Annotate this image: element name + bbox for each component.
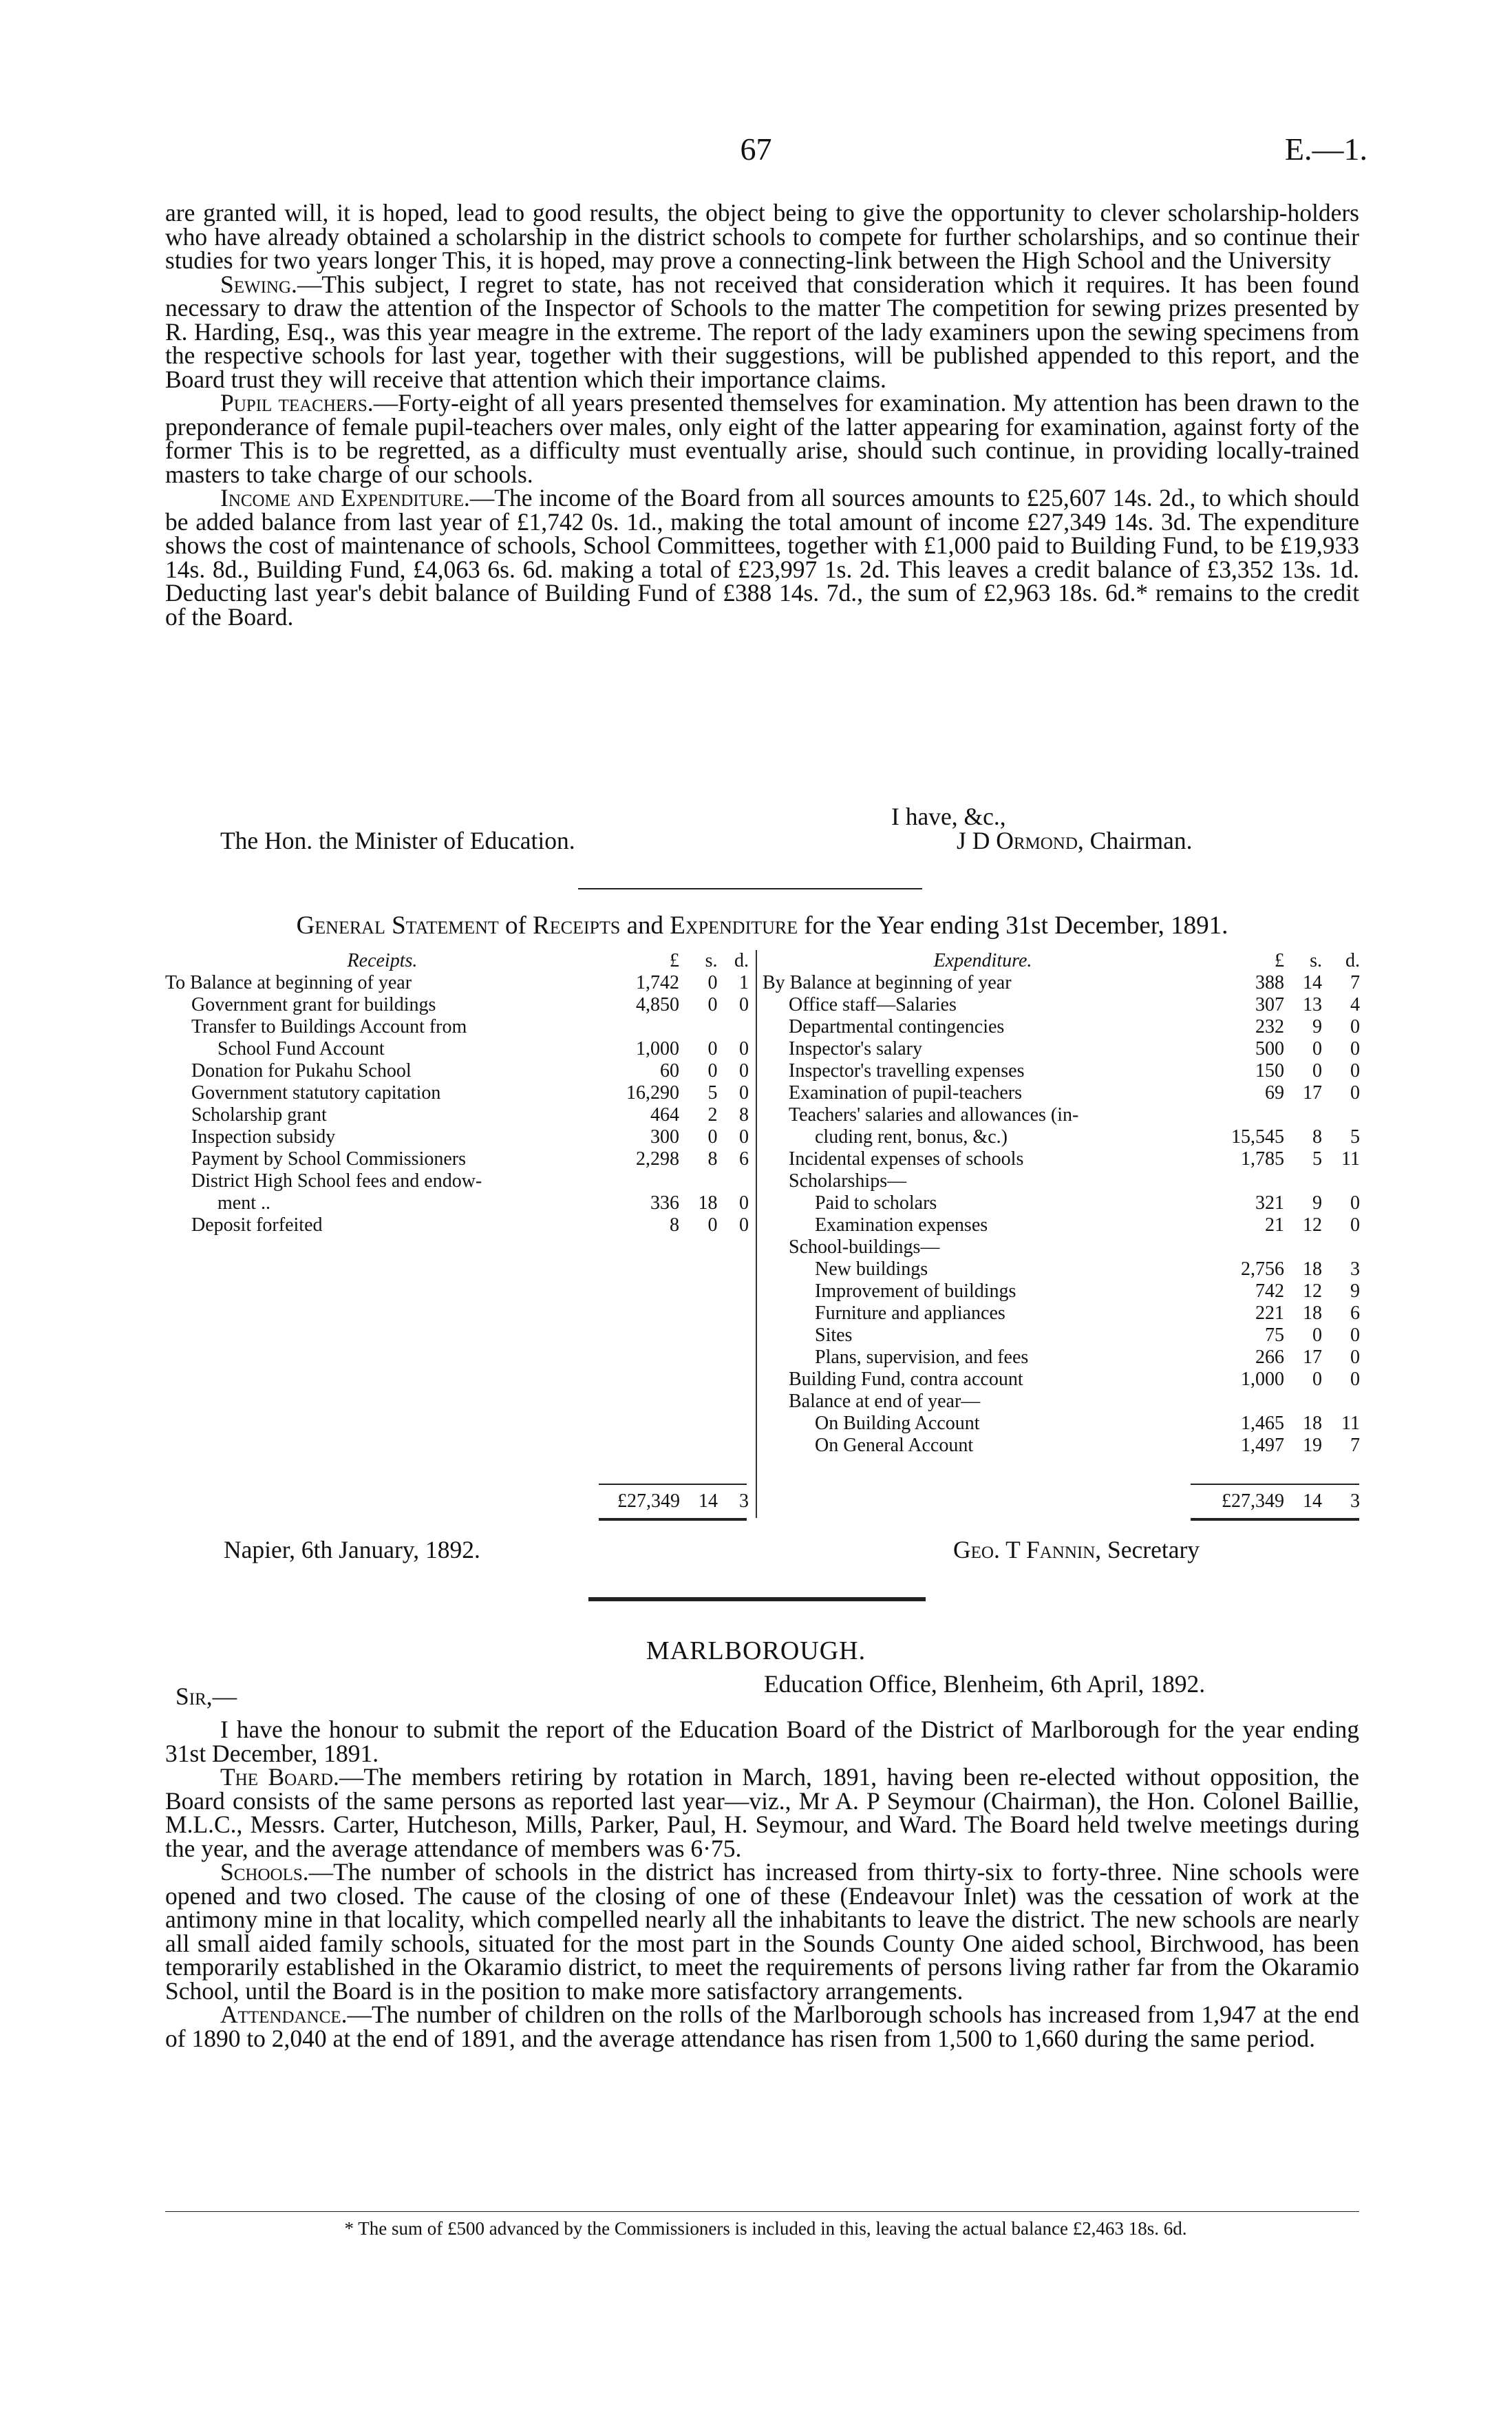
expenditure-pence: 5 bbox=[1350, 1126, 1360, 1148]
expenditure-shillings: 0 bbox=[1312, 1060, 1322, 1082]
expenditure-pounds: 21 bbox=[1265, 1214, 1284, 1236]
expenditure-pence: 3 bbox=[1350, 1258, 1360, 1280]
receipts-shillings: 0 bbox=[707, 972, 718, 993]
paragraph-attendance: Attendance.—The number of children on the rolls of the Marlborough schools has increased from 1,947 at the end of 1890 to 2,040 at the end of 1891, and the average attendance has risen from 1,500 to 1,660 during the same period. bbox=[165, 2001, 1359, 2052]
report-body-top bbox=[165, 201, 1359, 629]
expenditure-row bbox=[763, 994, 1360, 1016]
addressee: The Hon. the Minister of Education. bbox=[220, 827, 575, 854]
expenditure-row bbox=[763, 1038, 1360, 1060]
expenditure-shillings: 14 bbox=[1303, 972, 1322, 993]
expenditure-pence: 0 bbox=[1350, 1192, 1360, 1214]
paragraph-sewing: Sewing.—This subject, I regret to state, has not received that consideration which it requires. It has been found necessary to draw the attention of the Inspector of Schools to the matter The competition for sewing prizes presented by R. Harding, Esq., was this year meagre in the extreme. The report of the lady examiners upon the sewing specimens from the respective schools for last year, together with their suggestions, will be published appended to this report, and the Board trust they will receive that attention which their importance claims. bbox=[165, 270, 1359, 393]
expenditure-shillings: 0 bbox=[1312, 1369, 1322, 1390]
heading-attendance: Attendance. bbox=[220, 2001, 348, 2028]
expenditure-shillings: 18 bbox=[1303, 1258, 1322, 1280]
receipts-label: Government grant for buildings bbox=[191, 994, 436, 1015]
expenditure-pounds: 150 bbox=[1255, 1060, 1284, 1082]
receipts-label: Payment by School Commissioners bbox=[191, 1148, 466, 1170]
expenditure-pence: 6 bbox=[1350, 1303, 1360, 1324]
receipts-shillings: 0 bbox=[707, 1214, 718, 1236]
receipts-heading: Receipts. bbox=[347, 950, 418, 971]
receipts-row bbox=[165, 1170, 749, 1192]
receipts-row bbox=[165, 1060, 749, 1082]
receipts-label: Scholarship grant bbox=[191, 1104, 327, 1126]
statement-title: General Statement of Receipts and Expenditure for the Year ending 31st December, 1891. bbox=[296, 911, 1228, 940]
receipts-label: Deposit forfeited bbox=[191, 1214, 323, 1236]
receipts-pounds: 4,850 bbox=[636, 994, 680, 1015]
expenditure-pounds: 1,785 bbox=[1241, 1148, 1284, 1170]
expenditure-pence bbox=[1322, 1104, 1360, 1126]
paragraph-board: The Board.—The members retiring by rotation in March, 1891, having been re-elected without opposition, the Board consists of the same persons as reported last year—viz., Mr A. P Seymour (Chairman), the Hon. Colonel Baillie, M.L.C., Messrs. Carter, Hutcheson, Mills, Parker, Paul, H. Seymour, and Ward. The Board held twelve meetings during the year, and the average attendance of members was 6·75. bbox=[165, 1763, 1359, 1862]
paragraph-continuation: are granted will, it is hoped, lead to good results, the object being to give the opportunity to clever scholarship-holders who have already obtained a scholarship in the district schools to compete for further scholarships, and so continue their studies for two years longer This, it is hoped, may prove a connecting-link between the High School and the University bbox=[165, 199, 1359, 274]
expenditure-heading: Expenditure. bbox=[933, 950, 1032, 971]
receipts-label: Inspection subsidy bbox=[191, 1126, 336, 1148]
receipts-pounds bbox=[599, 1170, 679, 1192]
expenditure-shillings: 17 bbox=[1303, 1347, 1322, 1368]
expenditure-header-row: Expenditure. £ s. d. bbox=[763, 950, 1360, 972]
paragraph-schools: Schools.—The number of schools in the district has increased from thirty-six to forty-three. Nine schools were opened and two closed. The cause of the closing of one of these (Endeavour Inlet) was the cessation of work at the antimony mine in that locality, which compelled nearly all the inhabitants to leave the district. The new schools are nearly all small aided family schools, situated for the most part in the Sounds County One aided school, Birchwood, has been temporarily established in the Okaramio district, to meet the requirements of persons living rather far from the Okaramio School, until the Board is in the position to make more satisfactory arrangements. bbox=[165, 1858, 1359, 2005]
page-number: 67 bbox=[740, 131, 772, 167]
expenditure-pounds bbox=[1203, 1236, 1284, 1258]
expenditure-label: Teachers' salaries and allowances (in- bbox=[789, 1104, 1079, 1126]
place-date: Napier, 6th January, 1892. bbox=[224, 1536, 480, 1563]
expenditure-pence: 0 bbox=[1350, 1347, 1360, 1368]
expenditure-shillings bbox=[1284, 1170, 1322, 1192]
receipts-shillings: 5 bbox=[707, 1082, 718, 1104]
expenditure-shillings bbox=[1284, 1104, 1322, 1126]
heading-pupil-teachers: Pupil teachers. bbox=[220, 389, 374, 416]
receipts-pounds: 464 bbox=[650, 1104, 680, 1126]
expenditure-label: Sites bbox=[815, 1325, 853, 1346]
expenditure-pounds: 388 bbox=[1255, 972, 1284, 993]
expenditure-pounds: 500 bbox=[1255, 1038, 1284, 1059]
expenditure-label: Balance at end of year— bbox=[789, 1391, 981, 1412]
expenditure-pounds bbox=[1203, 1104, 1284, 1126]
receipts-shillings: 0 bbox=[707, 994, 718, 1015]
expenditure-shillings: 13 bbox=[1303, 994, 1322, 1015]
expenditure-row bbox=[763, 1214, 1360, 1236]
expenditure-pounds: 742 bbox=[1255, 1280, 1284, 1302]
expenditure-pence: 0 bbox=[1350, 1060, 1360, 1082]
expenditure-pence bbox=[1322, 1236, 1360, 1258]
receipts-pounds: 16,290 bbox=[626, 1082, 680, 1104]
expenditure-row bbox=[763, 1369, 1360, 1391]
receipts-double-rule bbox=[599, 1518, 747, 1521]
receipts-label: Transfer to Buildings Account from bbox=[191, 1016, 467, 1037]
paragraph-income-expenditure: Income and Expenditure.—The income of the Board from all sources amounts to £25,607 14s. 2d., to which should be added balance from last year of £1,742 0s. 1d., making the total amount of income £27,349 14s. 3d. The expenditure shows the cost of maintenance of schools, School Committees, together with £1,000 paid to Building Fund, to be £19,933 14s. 8d., Building Fund, £4,063 6s. 6d. making a total of £23,997 1s. 2d. This leaves a credit balance of £3,352 13s. 1d. Deducting last year's debit balance of Building Fund of £388 14s. 7d., the sum of £2,963 18s. 6d.* remains to the credit of the Board. bbox=[165, 484, 1359, 631]
receipts-row bbox=[165, 972, 749, 994]
expenditure-row bbox=[763, 1413, 1360, 1435]
expenditure-pence: 0 bbox=[1350, 1038, 1360, 1059]
receipts-label: To Balance at beginning of year bbox=[165, 972, 412, 993]
receipts-row bbox=[165, 1192, 749, 1214]
receipts-shillings bbox=[679, 1016, 718, 1038]
expenditure-row bbox=[763, 1236, 1360, 1258]
expenditure-row bbox=[763, 1082, 1360, 1104]
expenditure-pence: 9 bbox=[1350, 1280, 1360, 1302]
document-page: 67 E.—1. are granted will, it is hoped, lead to good results, the object being to give the opportunity to clever scholarship-holders who have already obtained a scholarship in the district schools to compete for further scholarships, and so continue their studies for two years longer This, it is hoped, may prove a connecting-link between the High School and the University Sewing.—This subject, I regret to state, has not received that consideration which it requires. It has been found necessary to draw the attention of the Inspector of Schools to the matter The competition for sewing prizes presented by R. Harding, Esq., was this year meagre in the extreme. The report of the lady examiners upon the sewing specimens from the respective schools for last year, together with their suggestions, will be published appended to this report, and the Board trust they will receive that attention which their importance claims. Pupil teachers.—Forty-eight of all years presented themselves for examination. My attention has been drawn to the preponderance of female pupil-teachers over males, only eight of the latter appearing for examination, against forty of the former This is to be regretted, as a difficulty must eventually arise, should such continue, in providing locally-trained masters to take charge of our schools. Income and Expenditure.—The income of the Board from all sources amounts to £25,607 14s. 2d., to which should be added balance from last year of £1,742 0s. 1d., making the total amount of income £27,349 14s. 3d. The expenditure shows the cost of maintenance of schools, School Committees, together with £1,000 paid to Building Fund, to be £19,933 14s. 8d., Building Fund, £4,063 6s. 6d. making a total of £23,997 1s. 2d. This leaves a credit balance of £3,352 13s. 1d. Deducting last year's debit balance of Building Fund of £388 14s. 7d., the sum of £2,963 18s. 6d.* remains to the credit of the Board. I have, &c., The Hon. the Minister of Education. J D Ormond, Chairman. General Statement of Receipts and Expenditure for the Year ending 31st December, 1891. Receipts. £ s. d. To Balance at beginning of year 1,742 0 1 Government grant for buildings 4,850 0 0 Transfer to Buildings Account from School Fund Account 1,000 0 0 Donation for Pukahu School 60 0 0 Government statutory capitation 16,290 5 0 Scholarship grant 464 2 8 Inspection subsidy 300 0 0 Payment by School Commissioners 2,298 8 6 District High School fees and endow- ment .. 336 18 0 Deposit forfeited 8 0 0 Expenditure. £ s. d. By Balance at beginning of year 388 14 7 Office staff—Salaries 307 13 4 Departmental contingencies 232 9 0 Inspector's salary 500 0 0 Inspector's travelling expenses 150 0 0 Examination of pupil-teachers 69 17 0 Teachers' salaries and allowances (in- cluding rent, bonus, &c.) 15,545 8 5 Incidental expenses of schools 1,785 5 11 Scholarships— Paid to scholars 321 9 0 Examination expenses 21 12 0 School-buildings— New buildings 2,756 18 3 Improvement of buildings 742 12 9 Furniture and appliances 221 18 6 Sites 75 0 0 Plans, supervision, and fees 266 17 0 Building Fund, contra account 1,000 0 0 Balance at end of year— On Building Account 1,465 18 11 On General Account 1,497 19 7 £27,349 14 3 £27,349 14 3 Napier, 6th January, 1892. Geo. T Fannin, Secretary MARLBOROUGH. Sir,— Education Office, Blenheim, 6th April, 1892. I have the honour to submit the report of the Education Board of the District of Marlborough for the year ending 31st December, 1891. The Board.—The members retiring by rotation in March, 1891, having been re-elected without opposition, the Board consists of the same persons as reported last year—viz., Mr A. P Seymour (Chairman), the Hon. Colonel Baillie, M.L.C., Messrs. Carter, Hutcheson, Mills, Parker, Paul, H. Seymour, and Ward. The Board held twelve meetings during the year, and the average attendance of members was 6·75. Schools.—The number of schools in the district has increased from thirty-six to forty-three. Nine schools were opened and two closed. The cause of the closing of one of these (Endeavour Inlet) was the cessation of work at the antimony mine in that locality, which compelled nearly all the inhabitants to leave the district. The new schools are nearly all small aided family schools, situated for the most part in the Sounds County One aided school, Birchwood, has been temporarily established in the Okaramio district, to meet the requirements of persons living rather far from the Okaramio School, until the Board is in the position to make more satisfactory arrangements. Attendance.—The number of children on the rolls of the Marlborough schools has increased from 1,947 at the end of 1890 to 2,040 at the end of 1891, and the average attendance has risen from 1,500 to 1,660 during the same period. * The sum of £500 advanced by the Commissioners is included in this, leaving the actual balance £2,463 18s. 6d. bbox=[0, 0, 1512, 2415]
expenditure-label: cluding rent, bonus, &c.) bbox=[815, 1126, 1008, 1148]
heavy-separator bbox=[588, 1597, 926, 1601]
expenditure-shillings: 0 bbox=[1312, 1325, 1322, 1346]
expenditure-label: Scholarships— bbox=[789, 1170, 907, 1192]
expenditure-row bbox=[763, 1391, 1360, 1413]
expenditure-shillings: 9 bbox=[1312, 1016, 1322, 1037]
receipts-total-rule bbox=[599, 1484, 747, 1485]
receipts-label: District High School fees and endow- bbox=[191, 1170, 482, 1192]
receipts-pence: 0 bbox=[739, 1126, 749, 1148]
receipts-pounds: 336 bbox=[650, 1192, 680, 1214]
receipts-shillings: 0 bbox=[707, 1038, 718, 1059]
expenditure-label: On Building Account bbox=[815, 1413, 980, 1434]
receipts-row bbox=[165, 994, 749, 1016]
receipts-pounds: 1,742 bbox=[636, 972, 680, 993]
expenditure-shillings: 18 bbox=[1303, 1303, 1322, 1324]
expenditure-label: By Balance at beginning of year bbox=[763, 972, 1012, 993]
signature: J D Ormond, Chairman. bbox=[957, 827, 1193, 854]
receipts-shillings bbox=[679, 1170, 718, 1192]
expenditure-pence: 0 bbox=[1350, 1369, 1360, 1390]
expenditure-shillings: 18 bbox=[1303, 1413, 1322, 1434]
marlborough-body bbox=[165, 1718, 1359, 2050]
expenditure-label: Improvement of buildings bbox=[815, 1280, 1016, 1302]
expenditure-row bbox=[763, 1148, 1360, 1170]
expenditure-total-rule bbox=[1191, 1484, 1359, 1485]
expenditure-shillings: 17 bbox=[1303, 1082, 1322, 1104]
expenditure-pence: 0 bbox=[1350, 1214, 1360, 1236]
expenditure-pence: 0 bbox=[1350, 1325, 1360, 1346]
heading-sewing: Sewing. bbox=[220, 270, 297, 298]
expenditure-double-rule bbox=[1191, 1518, 1359, 1521]
paragraph-opening: I have the honour to submit the report of the Education Board of the District of Marlborough for the year ending 31st December, 1891. bbox=[165, 1716, 1359, 1767]
expenditure-label: Examination of pupil-teachers bbox=[789, 1082, 1022, 1104]
expenditure-label: Examination expenses bbox=[815, 1214, 988, 1236]
expenditure-row bbox=[763, 1016, 1360, 1038]
expenditure-pounds bbox=[1203, 1391, 1284, 1413]
expenditure-total: £27,349 14 3 bbox=[1222, 1490, 1360, 1512]
expenditure-row bbox=[763, 1060, 1360, 1082]
expenditure-shillings: 8 bbox=[1312, 1126, 1322, 1148]
receipts-pence: 0 bbox=[739, 994, 749, 1015]
expenditure-label: On General Account bbox=[815, 1435, 974, 1456]
receipts-pence bbox=[718, 1170, 749, 1192]
expenditure-label: Departmental contingencies bbox=[789, 1016, 1005, 1037]
expenditure-pounds bbox=[1203, 1170, 1284, 1192]
receipts-shillings: 2 bbox=[707, 1104, 718, 1126]
expenditure-shillings bbox=[1284, 1236, 1322, 1258]
address-line: Education Office, Blenheim, 6th April, 1892. bbox=[764, 1670, 1206, 1698]
expenditure-pence: 7 bbox=[1350, 1435, 1360, 1456]
expenditure-row bbox=[763, 1258, 1360, 1280]
receipts-row bbox=[165, 1214, 749, 1236]
expenditure-row bbox=[763, 972, 1360, 994]
receipts-label: ment .. bbox=[217, 1192, 270, 1214]
receipts-pence: 1 bbox=[739, 972, 749, 993]
receipts-pence: 8 bbox=[739, 1104, 749, 1126]
receipts-pence: 6 bbox=[739, 1148, 749, 1170]
expenditure-label: School-buildings— bbox=[789, 1236, 940, 1258]
heading-board: The Board. bbox=[220, 1763, 339, 1791]
expenditure-pence bbox=[1322, 1391, 1360, 1413]
expenditure-pounds: 321 bbox=[1255, 1192, 1284, 1214]
column-divider bbox=[756, 950, 757, 1518]
receipts-row bbox=[165, 1016, 749, 1038]
footnote: * The sum of £500 advanced by the Commissioners is included in this, leaving the actual balance £2,463 18s. 6d. bbox=[344, 2218, 1187, 2239]
receipts-pence bbox=[718, 1016, 749, 1038]
heading-schools: Schools. bbox=[220, 1858, 309, 1886]
expenditure-table bbox=[763, 950, 1360, 1457]
receipts-pence: 0 bbox=[739, 1214, 749, 1236]
receipts-table bbox=[165, 950, 749, 1236]
expenditure-pence: 7 bbox=[1350, 972, 1360, 993]
heading-income-expenditure: Income and Expenditure. bbox=[220, 484, 470, 512]
expenditure-row bbox=[763, 1280, 1360, 1303]
expenditure-pence bbox=[1322, 1170, 1360, 1192]
expenditure-pounds: 2,756 bbox=[1241, 1258, 1284, 1280]
receipts-shillings: 0 bbox=[707, 1126, 718, 1148]
expenditure-pence: 0 bbox=[1350, 1082, 1360, 1104]
receipts-row bbox=[165, 1082, 749, 1104]
expenditure-shillings: 0 bbox=[1312, 1038, 1322, 1059]
expenditure-shillings: 9 bbox=[1312, 1192, 1322, 1214]
expenditure-pounds: 1,497 bbox=[1241, 1435, 1284, 1456]
paragraph-pupil-teachers: Pupil teachers.—Forty-eight of all years presented themselves for examination. My attention has been drawn to the preponderance of female pupil-teachers over males, only eight of the latter appearing for examination, against forty of the former This is to be regretted, as a difficulty must eventually arise, should such continue, in providing locally-trained masters to take charge of our schools. bbox=[165, 389, 1359, 488]
expenditure-pounds: 232 bbox=[1255, 1016, 1284, 1037]
secretary-signature: Geo. T Fannin, Secretary bbox=[953, 1536, 1200, 1563]
receipts-row bbox=[165, 1126, 749, 1148]
expenditure-label: Building Fund, contra account bbox=[789, 1369, 1023, 1390]
expenditure-pounds: 1,465 bbox=[1241, 1413, 1284, 1434]
expenditure-pence: 11 bbox=[1341, 1148, 1360, 1170]
expenditure-pounds: 266 bbox=[1255, 1347, 1284, 1368]
expenditure-row bbox=[763, 1192, 1360, 1214]
expenditure-label: New buildings bbox=[815, 1258, 928, 1280]
expenditure-label: Incidental expenses of schools bbox=[789, 1148, 1024, 1170]
receipts-total: £27,349 14 3 bbox=[617, 1490, 749, 1512]
expenditure-shillings: 12 bbox=[1303, 1280, 1322, 1302]
footnote-rule bbox=[165, 2211, 1359, 2212]
expenditure-pounds: 1,000 bbox=[1241, 1369, 1284, 1390]
receipts-row bbox=[165, 1038, 749, 1060]
receipts-pence: 0 bbox=[739, 1038, 749, 1059]
expenditure-pounds: 307 bbox=[1255, 994, 1284, 1015]
expenditure-shillings: 19 bbox=[1303, 1435, 1322, 1456]
expenditure-row bbox=[763, 1104, 1360, 1126]
receipts-pounds: 8 bbox=[670, 1214, 680, 1236]
receipts-pence: 0 bbox=[739, 1060, 749, 1082]
receipts-pounds: 300 bbox=[650, 1126, 680, 1148]
expenditure-pence: 11 bbox=[1341, 1413, 1360, 1434]
expenditure-label: Plans, supervision, and fees bbox=[815, 1347, 1029, 1368]
receipts-pounds: 1,000 bbox=[636, 1038, 680, 1059]
receipts-pounds: 60 bbox=[660, 1060, 680, 1082]
expenditure-pounds: 69 bbox=[1265, 1082, 1284, 1104]
separator-rule bbox=[578, 888, 922, 889]
receipts-row bbox=[165, 1148, 749, 1170]
expenditure-label: Inspector's travelling expenses bbox=[789, 1060, 1025, 1082]
receipts-pounds bbox=[599, 1016, 679, 1038]
expenditure-pounds: 221 bbox=[1255, 1303, 1284, 1324]
expenditure-row bbox=[763, 1435, 1360, 1457]
document-code: E.—1. bbox=[1284, 131, 1367, 167]
receipts-shillings: 8 bbox=[707, 1148, 718, 1170]
expenditure-row bbox=[763, 1325, 1360, 1347]
expenditure-row bbox=[763, 1170, 1360, 1192]
receipts-row bbox=[165, 1104, 749, 1126]
receipts-pounds: 2,298 bbox=[636, 1148, 680, 1170]
expenditure-shillings: 12 bbox=[1303, 1214, 1322, 1236]
expenditure-pounds: 15,545 bbox=[1231, 1126, 1284, 1148]
receipts-shillings: 0 bbox=[707, 1060, 718, 1082]
receipts-label: Donation for Pukahu School bbox=[191, 1060, 412, 1082]
expenditure-label: Office staff—Salaries bbox=[789, 994, 957, 1015]
receipts-pence: 0 bbox=[739, 1082, 749, 1104]
receipts-shillings: 18 bbox=[698, 1192, 718, 1214]
expenditure-label: Furniture and appliances bbox=[815, 1303, 1005, 1324]
expenditure-shillings: 5 bbox=[1312, 1148, 1322, 1170]
expenditure-label: Paid to scholars bbox=[815, 1192, 937, 1214]
expenditure-row bbox=[763, 1126, 1360, 1148]
expenditure-row bbox=[763, 1347, 1360, 1369]
expenditure-label: Inspector's salary bbox=[789, 1038, 922, 1059]
receipts-label: Government statutory capitation bbox=[191, 1082, 441, 1104]
expenditure-shillings bbox=[1284, 1391, 1322, 1413]
expenditure-pence: 0 bbox=[1350, 1016, 1360, 1037]
expenditure-pounds: 75 bbox=[1265, 1325, 1284, 1346]
receipts-header-row: Receipts. £ s. d. bbox=[165, 950, 749, 972]
expenditure-row bbox=[763, 1303, 1360, 1325]
expenditure-pence: 4 bbox=[1350, 994, 1360, 1015]
marlborough-title: MARLBOROUGH. bbox=[646, 1636, 866, 1665]
receipts-label: School Fund Account bbox=[217, 1038, 385, 1059]
salutation: Sir,— bbox=[175, 1683, 237, 1710]
receipts-pence: 0 bbox=[739, 1192, 749, 1214]
